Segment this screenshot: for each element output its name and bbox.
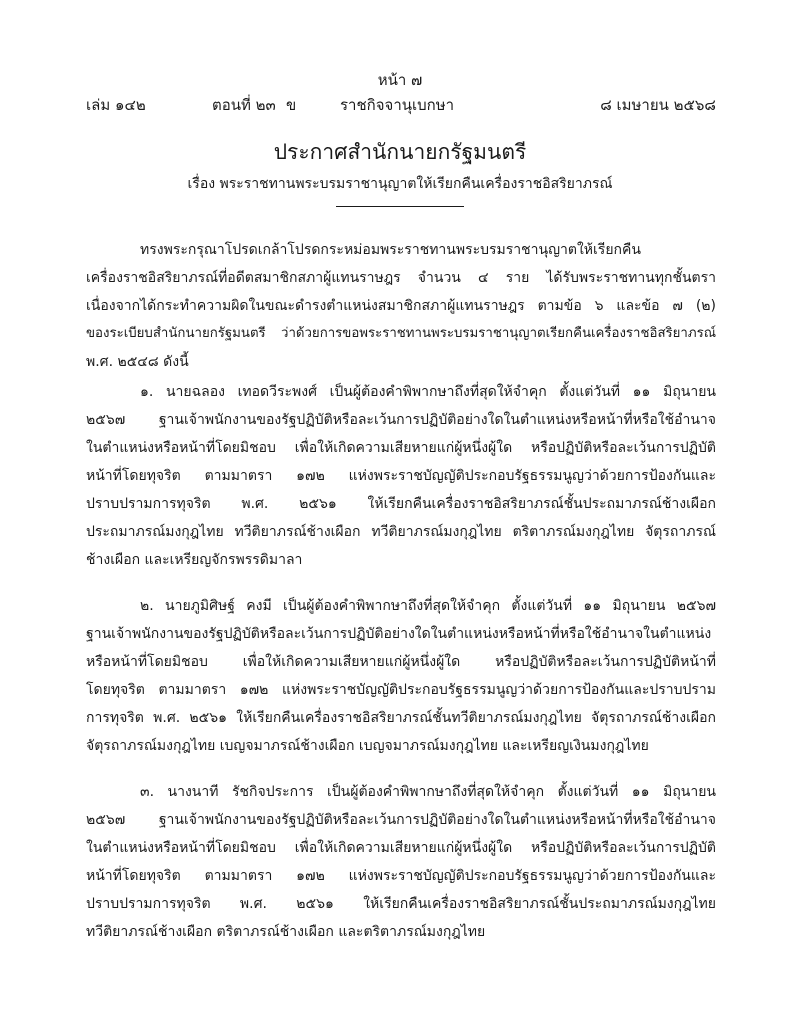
item-3-line: ในตำแหน่งหรือหน้าที่โดยมิชอบ เพื่อให้เกิดความเสียหายแก่ผู้หนึ่งผู้ใด หรือปฏิบัติหรือละเว้นการปฏิบัติ bbox=[86, 840, 716, 856]
item-3-line: ทวีติยาภรณ์ช้างเผือก ตริตาภรณ์ช้างเผือก และตริตาภรณ์มงกุฎไทย bbox=[86, 924, 486, 940]
preamble-line: ทรงพระกรุณาโปรดเกล้าโปรดกระหม่อมพระราชทานพระบรมราชานุญาตให้เรียกคืน bbox=[140, 242, 641, 258]
item-2-line: ๒. นายภูมิศิษฐ์ คงมี เป็นผู้ต้องคำพิพากษาถึงที่สุดให้จำคุก ตั้งแต่วันที่ ๑๑ มิถุนายน ๒๕๖๗ bbox=[140, 598, 716, 614]
item-2-line: จัตุรถาภรณ์มงกุฎไทย เบญจมาภรณ์ช้างเผือก เบญจมาภรณ์มงกุฎไทย และเหรียญเงินมงกุฎไทย bbox=[86, 738, 649, 754]
volume-number: เล่ม ๑๔๒ bbox=[86, 96, 146, 114]
section-letter: ข bbox=[286, 96, 297, 114]
gazette-header bbox=[86, 95, 716, 115]
preamble-line: พ.ศ. ๒๕๔๘ ดังนี้ bbox=[86, 354, 189, 370]
item-1-line: ๒๕๖๗ ฐานเจ้าพนักงานของรัฐปฏิบัติหรือละเว้นการปฏิบัติอย่างใดในตำแหน่งหรือหน้าที่หรือใช้อำนาจ bbox=[86, 412, 716, 428]
page-number: หน้า ๗ bbox=[377, 71, 423, 89]
preamble-line: เครื่องราชอิสริยาภรณ์ที่อดีตสมาชิกสภาผู้แทนราษฎร จำนวน ๔ ราย ได้รับพระราชทานทุกชั้นตรา bbox=[86, 270, 716, 286]
issue-number: ตอนที่ ๒๓ bbox=[212, 96, 276, 114]
document-title: ประกาศสำนักนายกรัฐมนตรี bbox=[273, 140, 527, 164]
item-2-line: การทุจริต พ.ศ. ๒๕๖๑ ให้เรียกคืนเครื่องราชอิสริยาภรณ์ชั้นทวีติยาภรณ์มงกุฎไทย จัตุรถาภรณ์ช้างเผือก bbox=[86, 710, 716, 726]
document-subject: เรื่อง พระราชทานพระบรมราชานุญาตให้เรียกคืนเครื่องราชอิสริยาภรณ์ bbox=[187, 176, 613, 192]
item-3-line: ปราบปรามการทุจริต พ.ศ. ๒๕๖๑ ให้เรียกคืนเครื่องราชอิสริยาภรณ์ชั้นประถมาภรณ์มงกุฎไทย bbox=[86, 896, 716, 912]
item-2-line: หรือหน้าที่โดยมิชอบ เพื่อให้เกิดความเสียหายแก่ผู้หนึ่งผู้ใด หรือปฏิบัติหรือละเว้นการปฏิบัติหน้าที่ bbox=[86, 654, 716, 670]
item-1-line: ช้างเผือก และเหรียญจักรพรรดิมาลา bbox=[86, 552, 303, 568]
item-1-line: ในตำแหน่งหรือหน้าที่โดยมิชอบ เพื่อให้เกิดความเสียหายแก่ผู้หนึ่งผู้ใด หรือปฏิบัติหรือละเว้นการปฏิบัติ bbox=[86, 440, 716, 456]
preamble-line: เนื่องจากได้กระทำความผิดในขณะดำรงตำแหน่งสมาชิกสภาผู้แทนราษฎร ตามข้อ ๖ และข้อ ๗ (๒) bbox=[86, 298, 716, 314]
item-2-line: ฐานเจ้าพนักงานของรัฐปฏิบัติหรือละเว้นการปฏิบัติอย่างใดในตำแหน่งหรือหน้าที่หรือใช้อำนาจในตำแหน่ง bbox=[86, 626, 712, 642]
item-3-line: ๓. นางนาที รัชกิจประการ เป็นผู้ต้องคำพิพากษาถึงที่สุดให้จำคุก ตั้งแต่วันที่ ๑๑ มิถุนายน bbox=[140, 784, 716, 800]
preamble-line: ของระเบียบสำนักนายกรัฐมนตรี ว่าด้วยการขอพระราชทานพระบรมราชานุญาตเรียกคืนเครื่องราชอิสริยาภรณ์ bbox=[86, 326, 716, 341]
item-1-line: ปราบปรามการทุจริต พ.ศ. ๒๕๖๑ ให้เรียกคืนเครื่องราชอิสริยาภรณ์ชั้นประถมาภรณ์ช้างเผือก bbox=[86, 496, 716, 512]
item-1-line: หน้าที่โดยทุจริต ตามมาตรา ๑๗๒ แห่งพระราชบัญญัติประกอบรัฐธรรมนูญว่าด้วยการป้องกันและ bbox=[86, 468, 716, 484]
item-3-line: หน้าที่โดยทุจริต ตามมาตรา ๑๗๒ แห่งพระราชบัญญัติประกอบรัฐธรรมนูญว่าด้วยการป้องกันและ bbox=[86, 868, 716, 884]
item-1-line: ประถมาภรณ์มงกุฎไทย ทวีติยาภรณ์ช้างเผือก ทวีติยาภรณ์มงกุฎไทย ตริตาภรณ์มงกุฎไทย จัตุรถาภรณ์ bbox=[86, 524, 716, 540]
title-divider bbox=[336, 206, 464, 207]
item-1-line: ๑. นายฉลอง เทอดวีระพงศ์ เป็นผู้ต้องคำพิพากษาถึงที่สุดให้จำคุก ตั้งแต่วันที่ ๑๑ มิถุนายน bbox=[140, 384, 716, 400]
item-2-line: โดยทุจริต ตามมาตรา ๑๗๒ แห่งพระราชบัญญัติประกอบรัฐธรรมนูญว่าด้วยการป้องกันและปราบปราม bbox=[86, 682, 716, 698]
gazette-name: ราชกิจจานุเบกษา bbox=[340, 96, 455, 114]
publication-date: ๘ เมษายน ๒๕๖๘ bbox=[600, 96, 716, 114]
item-3-line: ๒๕๖๗ ฐานเจ้าพนักงานของรัฐปฏิบัติหรือละเว้นการปฏิบัติอย่างใดในตำแหน่งหรือหน้าที่หรือใช้อำนาจ bbox=[86, 812, 716, 828]
